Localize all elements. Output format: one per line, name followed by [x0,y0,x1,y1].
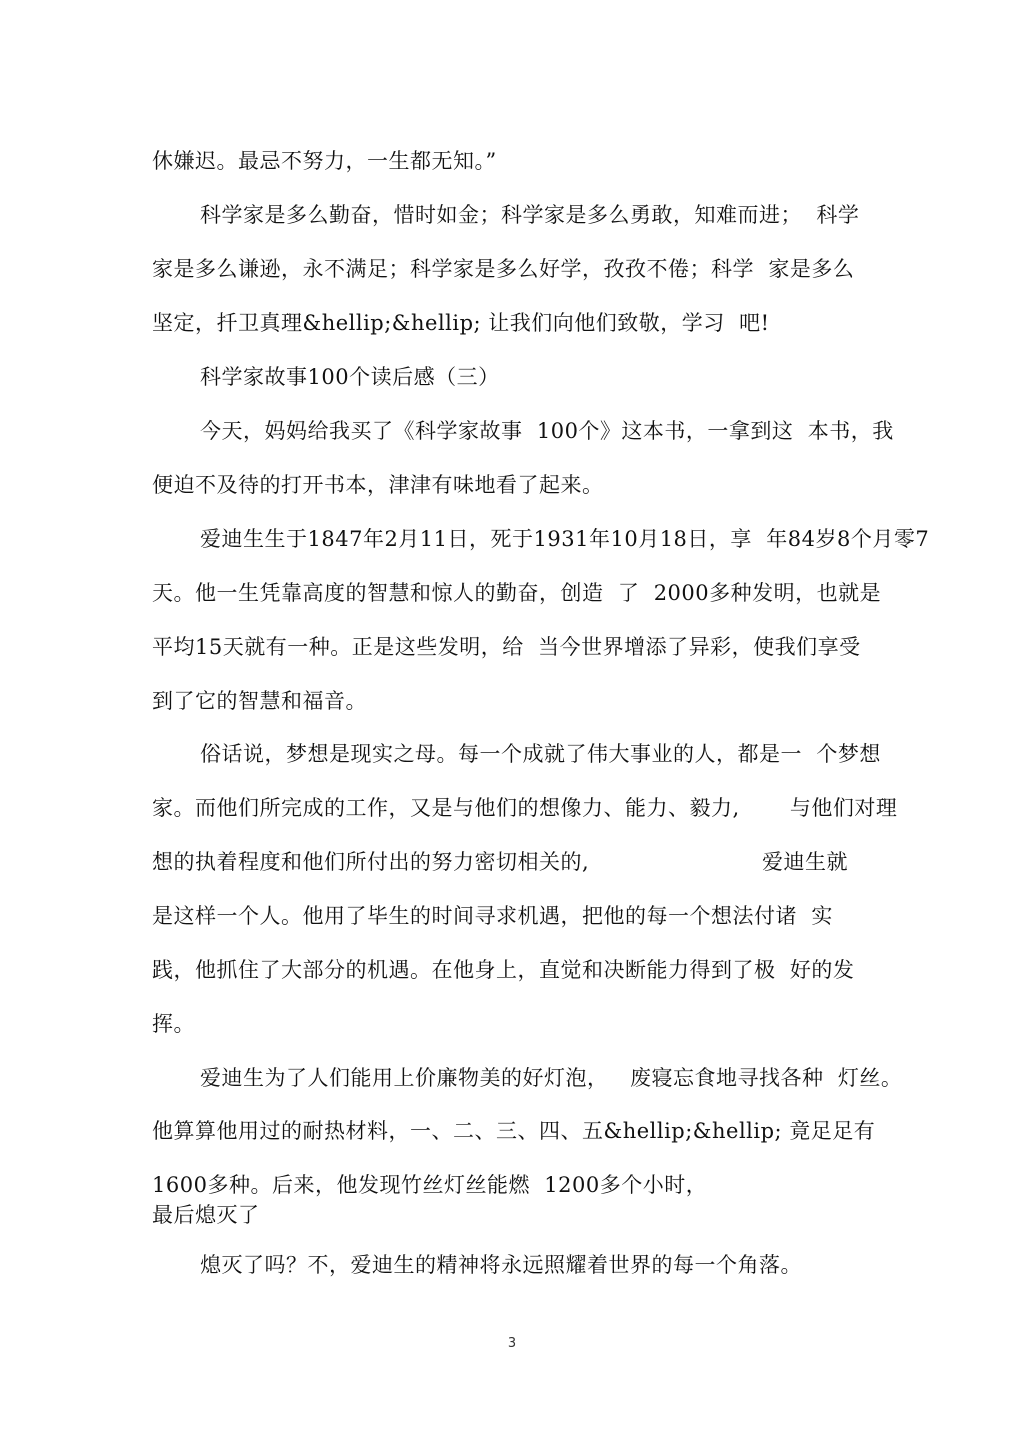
text-line: 坚定，扦卫真理&hellip;&hellip; 让我们向他们致敬，学习 吧! [152,311,770,335]
text-line: 休嫌迟。最忌不努力，一生都无知。” [152,149,497,173]
text-line: 想的执着程度和他们所付出的努力密切相关的, [152,850,590,874]
text-line: 科学家是多么勤奋，惜时如金；科学家是多么勇敢，知难而进； 科学 [200,203,860,227]
text-line: 挥。 [152,1012,195,1036]
text-line: 他算算他用过的耐热材料，一、二、三、四、五&hellip;&hellip; 竟足足有 [152,1119,876,1143]
text-line: 践，他抓住了大部分的机遇。在他身上，直觉和决断能力得到了极 好的发 [152,958,855,982]
text-line: 爱迪生为了人们能用上价廉物美的好灯泡， 废寝忘食地寻找各种 灯丝。 [200,1066,903,1090]
text-line: 俗话说，梦想是现实之母。每一个成就了伟大事业的人，都是一 个梦想 [200,742,881,766]
text-line: 到了它的智慧和福音。 [152,689,367,713]
text-line: 平均15天就有一种。正是这些发明，给 当今世界增添了异彩，使我们享受 [152,635,861,659]
text-line: 最后熄灭了 [152,1203,260,1227]
text-line: 爱迪生就 [762,850,848,874]
text-line: 便迫不及待的打开书本，津津有味地看了起来。 [152,473,604,497]
text-line: 家是多么谦逊，永不满足；科学家是多么好学，孜孜不倦；科学 家是多么 [152,257,855,281]
section-heading: 科学家故事100个读后感（三） [200,365,500,389]
text-line: 家。而他们所完成的工作，又是与他们的想像力、能力、毅力, 与他们对理 [152,796,898,820]
text-line: 1600多种。后来，他发现竹丝灯丝能燃 1200多个小时， [152,1173,708,1197]
text-line: 今天，妈妈给我买了《科学家故事 100个》这本书，一拿到这 本书，我 [200,419,894,443]
text-line: 爱迪生生于1847年2月11日，死于1931年10月18日，享 年84岁8个月零7 [200,527,930,551]
text-line: 是这样一个人。他用了毕生的时间寻求机遇，把他的每一个想法付诸 实 [152,904,833,928]
page-number: 3 [507,1336,517,1351]
text-line: 天。他一生凭靠高度的智慧和惊人的勤奋，创造 了 2000多种发明，也就是 [152,581,882,605]
text-line: 熄灭了吗？不，爱迪生的精神将永远照耀着世界的每一个角落。 [200,1253,802,1277]
